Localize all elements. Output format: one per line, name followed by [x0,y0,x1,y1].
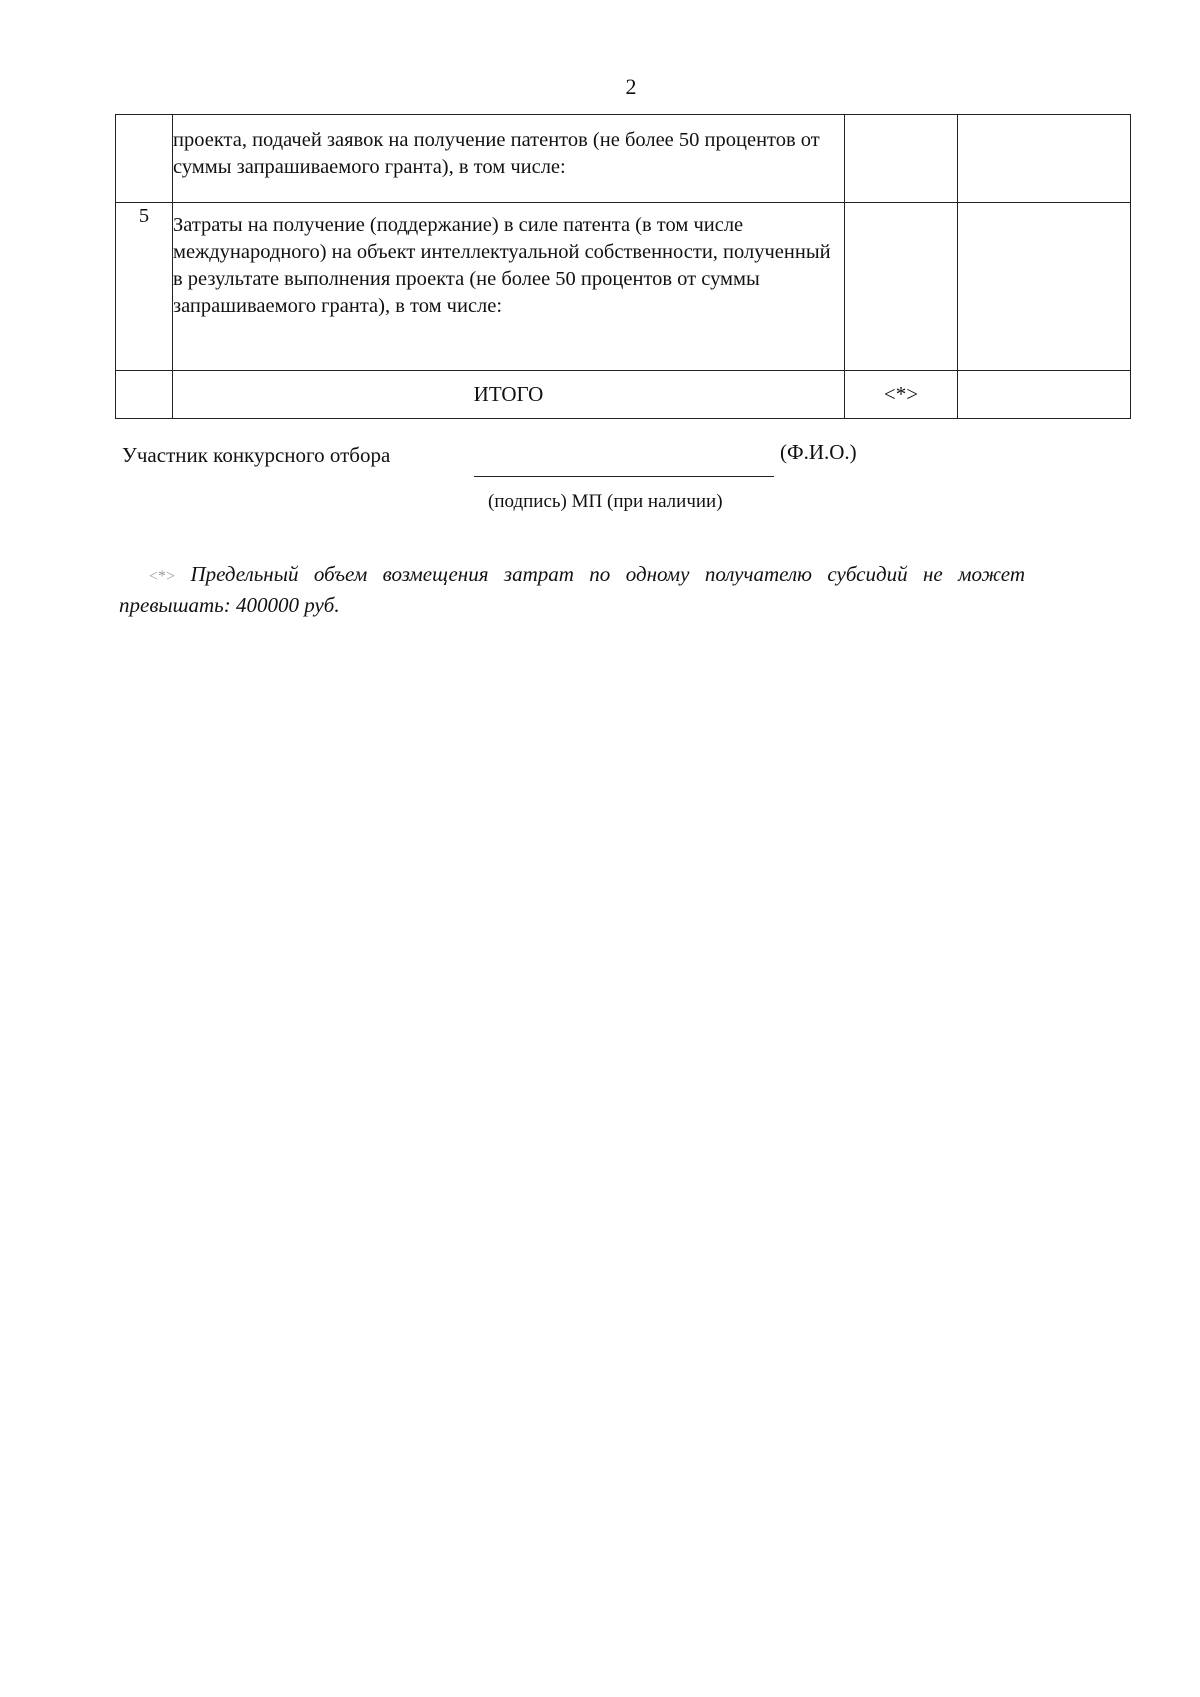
row-description: Затраты на получение (поддержание) в силе патента (в том числе международного) на объект интеллектуальной собственности, полученный в результате выполнения проекта (не более 50 процентов от суммы запрашиваемого гранта), в том числе: [173,203,845,371]
participant-label: Участник конкурсного отбора [122,443,391,467]
footnote-mark: <*> [149,568,176,585]
total-value: <*> [845,371,958,419]
total-label: ИТОГО [173,371,845,419]
footnote [119,560,1025,619]
fio-label: (Ф.И.О.) [780,440,857,464]
signature-block [122,440,1122,520]
total-note [958,371,1131,419]
table-row [116,115,1131,203]
total-number [116,371,173,419]
footnote-text: Предельный объем возмещения затрат по одному получателю субсидий не может превышать: 400000 руб. [119,562,1025,617]
row-number: 5 [116,203,173,371]
row-description: проекта, подачей заявок на получение патентов (не более 50 процентов от суммы запрашиваемого гранта), в том числе: [173,115,845,203]
signature-line [474,476,774,477]
row-note [958,203,1131,371]
total-row [116,371,1131,419]
row-amount [845,115,958,203]
row-number [116,115,173,203]
table-row [116,203,1131,371]
cost-table [115,114,1131,419]
page-number: 2 [625,74,637,99]
row-note [958,115,1131,203]
signature-caption: (подпись) МП (при наличии) [488,491,723,512]
row-amount [845,203,958,371]
